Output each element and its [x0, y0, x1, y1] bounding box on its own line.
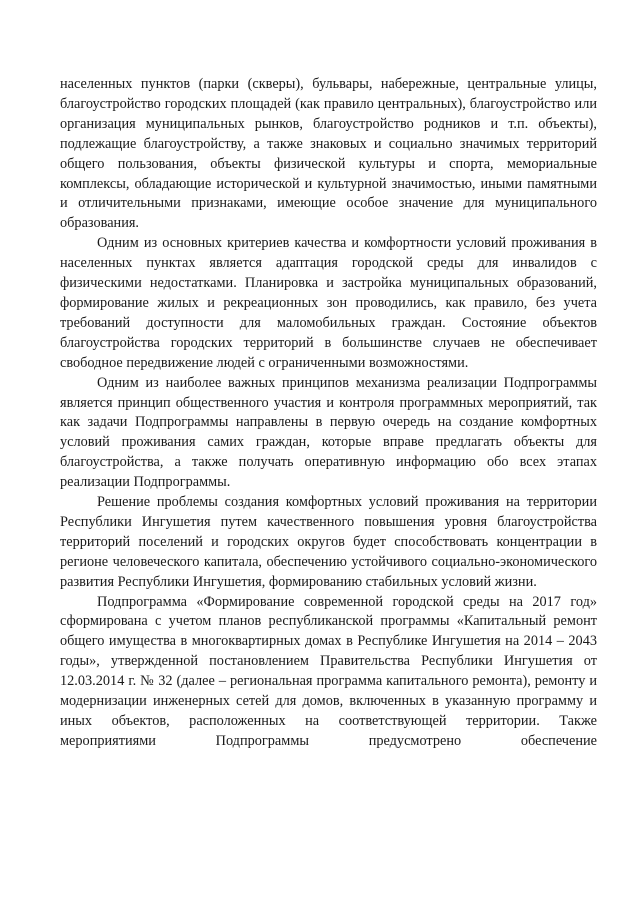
paragraph-problem-solution: Решение проблемы создания комфортных условий проживания на территории Республики Ингушетия путем качественного повышения уровня благоустройства территорий поселений и городских округов будет способствовать концентрации в регионе человеческого капитала, обеспечению устойчивого социально-экономического развития Республики Ингушетия, формированию стабильных условий жизни.: [60, 494, 597, 590]
paragraph-public-participation: Одним из наиболее важных принципов механизма реализации Подпрограммы является принцип общественного участия и контроля программных мероприятий, так как задачи Подпрограммы направлены в первую очередь на создание комфортных условий проживания самих граждан, которые вправе предлагать объекты для благоустройства, а также получать оперативную информацию обо всех этапах реализации Подпрограммы.: [60, 374, 597, 491]
paragraph-subprogram-formation: Подпрограмма «Формирование современной городской среды на 2017 год» сформирована с учетом планов республиканской программы «Капитальный ремонт общего имущества в многоквартирных домах в Республике Ингушетия на 2014 – 2043 годы», утвержденной постановлением Правительства Республики Ингушетия от 12.03.2014 г. № 32 (далее – региональная программа капитального ремонта), ремонту и модернизации инженерных сетей для домов, включенных в указанную программу и иных объектов, расположенных на соответствующей территории. Также мероприятиями Подпрограммы предусмотрено обеспечение: [60, 593, 597, 749]
paragraph-accessibility: Одним из основных критериев качества и комфортности условий проживания в населенных пунктах является адаптация городской среды для инвалидов с физическими недостатками. Планировка и застройка муниципальных образований, формирование жилых и рекреационных зон проводились, как правило, без учета требований доступности для маломобильных граждан. Состояние объектов благоустройства городских территорий в большинстве случаев не обеспечивает свободное передвижение людей с ограниченными возможностями.: [60, 235, 597, 371]
paragraph-continued: населенных пунктов (парки (скверы), бульвары, набережные, центральные улицы, благоустройство городских площадей (как правило центральных), благоустройство или организация муниципальных рынков, благоустройство родников и т.п. объекты), подлежащие благоустройству, а также знаковых и социально значимых территорий общего пользования, объекты физической культуры и спорта, мемориальные комплексы, обладающие исторической и культурной значимостью, иными памятными и отличительными признаками, имеющие особое значение для муниципального образования.: [60, 76, 597, 232]
document-body: [60, 75, 597, 752]
